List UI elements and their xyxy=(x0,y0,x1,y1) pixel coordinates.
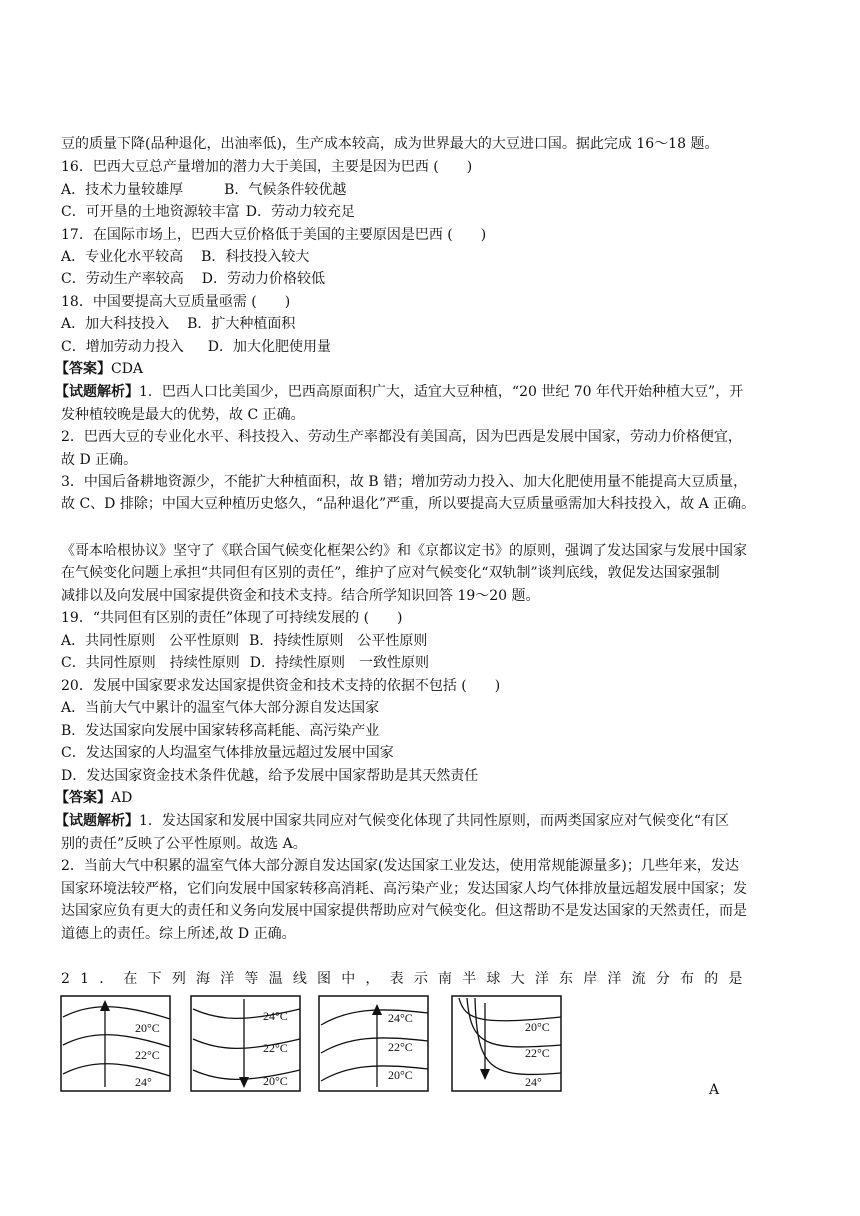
analysis-16-18-line-2: 发种植较晚是最大的优势，故 C 正确。 xyxy=(61,407,305,423)
analysis-19-20-line-5: 达国家应负有更大的责任和义务向发展中国家提供帮助应对气候变化。但这帮助不是发达国家的天然责任，而是 xyxy=(61,903,747,919)
option-c: C．共同性原则 持续性原则 xyxy=(61,655,240,671)
question-20-option-a: A．当前大气中累计的温室气体大部分源自发达国家 xyxy=(61,700,380,716)
isotherm-label: 24° xyxy=(135,1075,152,1089)
option-b: B．气候条件较优越 xyxy=(224,182,347,198)
question-16-stem: 16．巴西大豆总产量增加的潜力大于美国，主要是因为巴西 ( ) xyxy=(61,159,473,175)
analysis-19-20-line-3: 2．当前大气中积累的温室气体大部分源自发达国家(发达国家工业发达，使用常规能源量多)；几些年来，发达 xyxy=(61,858,739,874)
answer-label: 【答案】 xyxy=(55,361,111,377)
question-17-options-ab xyxy=(61,247,309,267)
analysis-16-18-line-1 xyxy=(55,382,743,402)
option-b: B．科技投入较大 xyxy=(201,249,310,265)
analysis-16-18-line-6: 故 C、D 排除；中国大豆种植历史悠久，“品种退化”严重，所以要提高大豆质量亟需加大科技投入，故 A 正确。 xyxy=(61,496,756,512)
option-c: C．劳动生产率较高 xyxy=(61,271,184,287)
isotherm-label: 20°C xyxy=(525,1020,550,1034)
question-19-options-ab xyxy=(61,631,427,651)
analysis-16-18-line-3: 2．巴西大豆的专业化水平、科技投入、劳动生产率都没有美国高，因为巴西是发展中国家，劳动力价格便宜， xyxy=(61,429,742,445)
question-16-options-cd xyxy=(61,202,355,222)
question-18-options-cd xyxy=(61,337,331,357)
analysis-19-20-line-4: 国家环境法较严格，它们向发展中国家转移高消耗、高污染产业；发达国家人均气体排放量远超发展中国家；发 xyxy=(61,881,747,897)
isotherm-label: 22°C xyxy=(525,1046,550,1060)
option-a: A．加大科技投入 xyxy=(61,316,170,332)
question-20-option-b: B．发达国家向发展中国家转移高耗能、高污染产业 xyxy=(61,723,380,739)
option-a: A．技术力量较雄厚 xyxy=(61,182,184,198)
option-b: B．扩大种植面积 xyxy=(187,316,296,332)
question-20-option-c: C．发达国家的人均温室气体排放量远超过发展中国家 xyxy=(61,745,394,761)
option-a: A．专业化水平较高 xyxy=(61,249,184,265)
question-18-options-ab xyxy=(61,314,295,334)
question-20-option-d: D．发达国家资金技术条件优越，给予发展中国家帮助是其天然责任 xyxy=(61,768,479,784)
option-d: D．持续性原则 一致性原则 xyxy=(249,655,429,671)
analysis-16-18-line-4: 故 D 正确。 xyxy=(61,452,138,468)
question-18-stem: 18．中国要提高大豆质量亟需 ( ) xyxy=(61,294,291,310)
option-b: B．持续性原则 公平性原则 xyxy=(249,633,428,649)
question-21-stem: 21．在下列海洋等温线图中，表示南半球大洋东岸洋流分布的是 xyxy=(61,971,753,987)
question-17-options-cd xyxy=(61,269,325,289)
option-d: D．劳动力较充足 xyxy=(245,204,355,220)
question-19-stem: 19．“共同但有区别的责任”体现了可持续发展的 ( ) xyxy=(61,610,403,626)
analysis-16-18-line-5: 3．中国后备耕地资源少，不能扩大种植面积，故 B 错；增加劳动力投入、加大化肥使用量不能提高大豆质量， xyxy=(61,474,748,490)
option-c: C．可开垦的土地资源较丰富 xyxy=(61,204,240,220)
analysis-text: 1．发达国家和发展中国家共同应对气候变化体现了共同性原则，而两类国家应对气候变化“有区 xyxy=(139,813,730,829)
option-a: A．共同性原则 公平性原则 xyxy=(61,633,240,649)
option-c: C．增加劳动力投入 xyxy=(61,339,184,355)
analysis-19-20-line-2: 别的责任”反映了公平性原则。故选 A。 xyxy=(61,836,307,852)
analysis-label: 【试题解析】 xyxy=(55,384,139,400)
isotherm-label: 24°C xyxy=(263,1009,288,1023)
isotherm-label: 20°C xyxy=(135,1021,160,1035)
isotherm-label: 22°C xyxy=(263,1041,288,1055)
question-21-answer: A xyxy=(709,1082,720,1098)
question-17-stem: 17．在国际市场上，巴西大豆价格低于美国的主要原因是巴西 ( ) xyxy=(61,227,487,243)
isotherm-label: 20°C xyxy=(263,1074,288,1088)
isotherm-label: 24°C xyxy=(388,1011,413,1025)
analysis-19-20-line-6: 道德上的责任。综上所述,故 D 正确。 xyxy=(61,926,296,942)
isotherm-label: 24° xyxy=(525,1075,542,1089)
passage-text: 豆的质量下降(品种退化，出油率低)，生产成本较高，成为世界最大的大豆进口国。据此完成 16～18 题。 xyxy=(61,136,719,152)
question-16-options-ab xyxy=(61,180,346,200)
answer-label: 【答案】 xyxy=(55,790,111,806)
question-19-options-cd xyxy=(61,653,429,673)
passage-2-line-1: 《哥本哈根协议》坚守了《联合国气候变化框架公约》和《京都议定书》的原则，强调了发达国家与发展中国家 xyxy=(61,543,747,559)
isotherm-figure-3 xyxy=(318,995,430,1093)
question-20-stem: 20．发展中国家要求发达国家提供资金和技术支持的依据不包括 ( ) xyxy=(61,678,501,694)
isotherm-label: 20°C xyxy=(388,1068,413,1082)
isotherm-label: 22°C xyxy=(135,1048,160,1062)
answer-16-18 xyxy=(55,359,143,379)
isotherm-figure-4 xyxy=(451,995,563,1093)
answer-value: CDA xyxy=(111,361,144,377)
isotherm-figure-2 xyxy=(190,995,302,1093)
isotherm-label: 22°C xyxy=(388,1040,413,1054)
passage-2-line-2: 在气候变化问题上承担“共同但有区别的责任”，维护了应对气候变化“双轨制”谈判底线，敦促发达国家强制 xyxy=(61,565,720,581)
answer-value: AD xyxy=(111,790,133,806)
isotherm-figure-1 xyxy=(60,995,172,1093)
option-d: D．劳动力价格较低 xyxy=(201,271,325,287)
analysis-label: 【试题解析】 xyxy=(55,813,139,829)
analysis-19-20-line-1 xyxy=(55,811,729,831)
answer-19-20 xyxy=(55,788,132,808)
option-d: D．加大化肥使用量 xyxy=(207,339,331,355)
analysis-text: 1．巴西人口比美国少，巴西高原面积广大，适宜大豆种植，“20 世纪 70 年代开始种植大豆”，开 xyxy=(139,384,744,400)
passage-2-line-3: 减排以及向发展中国家提供资金和技术支持。结合所学知识回答 19～20 题。 xyxy=(61,588,540,604)
